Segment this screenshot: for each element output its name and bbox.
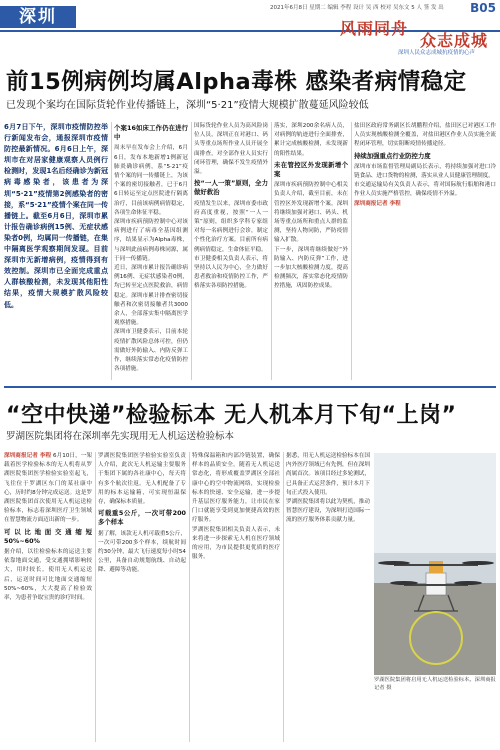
drone-illustration [374, 453, 496, 675]
lead-paragraph: 6月7日下午，深圳市疫情防控举行新闻发布会，通报深圳市疫情防控最新情况。6月6日上午，深圳市在对居家健康观察人员例行检测时，发现1名后经确诊为新冠病毒感染者，该患者为深圳“5·21”疫情第2例感染者的密接，系“5·21”疫情个案在同一传播链上。截至6月6日，深圳市累计报告确诊病例15例、无症状感染者0例，均属同一传播链，在集中隔离医学观察期间发现。目前深圳市无新增病例，疫情得到有效控制。深圳市已全面完成重点人群核酸检测，未发现其他阳性结果，疫情大规模扩散风险较低。 [4, 123, 108, 309]
paragraph: 疫情发生以来，深圳市委市政府高度重视，按照“一人一策”原则，组织多学科专家组对每一名病例进行会诊，制定个性化治疗方案。目前所有病例病情稳定，生命体征平稳。 [194, 200, 268, 253]
article2-column-2 [98, 452, 186, 742]
article2-column-4 [286, 452, 370, 742]
drone-payload [429, 561, 443, 573]
paragraph: 近日，深圳市累计报告确诊病例16例、无症状感染者0例，均已转至定点医院救治，病情稳定。深圳市累计排查密切接触者和次密切接触者共3000余人，全部落实集中隔离医学观察措施。 [114, 265, 188, 327]
headline: 前15例病例均属Alpha毒株 感染者病情稳定 [6, 69, 467, 95]
brand-title-1: 风雨同舟 [340, 19, 409, 38]
section-title: 按“一人一策”原则，全力做好救治 [194, 179, 268, 197]
section-tag: 深圳 [0, 6, 76, 28]
section-title: 未在管控区外发现新增个案 [274, 160, 348, 179]
paragraph: 国际货轮作业人员为高风险岗位人员，深圳正在对港口、码头等重点场所作业人员开展全面排查，对全部作业人员实行闭环管理，确保不发生疫情外溢。 [194, 123, 268, 176]
column-divider [189, 452, 190, 742]
column-brand [340, 14, 490, 48]
propeller [390, 581, 418, 585]
paragraph: 落实，深圳200余名病人员，对病例的轨迹进行全面排查，累计完成核酸检测，未发现新的阳性结果。 [274, 123, 348, 157]
article-column-5 [354, 122, 496, 380]
column-divider [95, 452, 96, 742]
paragraph: 深圳市市场监督管理局副局长表示，将持续加强对进口冷链食品、进口货物的检测，落实从业人员健康管理制度。 [354, 163, 496, 180]
paragraph: 罗湖医院集团相关负责人表示，未来将进一步探索无人机在医疗领域的应用，为市民提供更优质的医疗服务。 [192, 526, 280, 561]
paragraph: 深圳市卫健委表示，目前本轮疫情扩散风险总体可控，但仍需做好外防输入、内防反弹工作，继续落实常态化疫情防控各项措施。 [114, 329, 188, 373]
headline-2: “空中快递”检验标本 无人机本月下旬“上岗” [6, 403, 457, 428]
paragraph: 盐田区政府常务副区长胡鹏程介绍，盐田区已对港区工作人员实现核酸检测全覆盖，对盐田港区作业人员实施全流程闭环管理，切实阻断疫情传播途径。 [354, 123, 496, 148]
paragraph: 据介绍，以往检验标本的运送主要依靠地面交通，受交通拥堵影响较大，用时较长。使用无人机运送后，运送时间可比地面交通缩短50%~60%，大大提高了检验效率，为患者争取宝贵的诊疗时间。 [4, 549, 92, 602]
paragraph: 据悉，用无人机运送检验标本在国内外医疗领域已有先例，但在深圳尚属首次。该项目经过多轮测试，已具备正式运营条件，预计本月下旬正式投入使用。 [286, 453, 370, 496]
article2-column-3 [192, 452, 280, 742]
reporter-credit: 深圳商报记者 李程 [354, 200, 401, 207]
paragraph: 6月10日，一架载着医学检验标本的无人机将从罗湖医院集团医学检验实验室起飞，飞往位于罗湖区东门的某社康中心，历时约8分钟完成运送。这是罗湖医院集团首次使用无人机运送检验标本，标志着深圳医疗卫生领域在智慧物流方面迈出新的一步。 [4, 453, 92, 524]
section-title: 可载重5公斤，一次可带200多个样本 [98, 509, 186, 527]
page-number: B05 [470, 1, 496, 15]
section-title: 持续加强重点行业防控力度 [354, 151, 431, 160]
paragraph: 下一步，深圳将继续做好“外防输入、内防反弹”工作，进一步加大核酸检测力度，提高检测频次，落实常态化疫情防控措施，巩固防控成果。 [274, 246, 348, 290]
column-divider [191, 122, 192, 380]
column-divider [111, 122, 112, 380]
section-title: 个案16如床工作仍在进行中 [114, 124, 188, 142]
paragraph: 周末早在发布会上介绍，6月6日，发布本地新增1例新冠肺炎确诊病例，系“5·21”疫情个案的同一传播链上，为该个案的密切接触者，已于6月6日转运至定点医院进行隔离治疗，目前该病例病情稳定，各项生命体征平稳。 [114, 145, 188, 216]
brand-title-2: 众志成城 [420, 31, 489, 50]
paragraph: 据了解，该款无人机可载重5公斤，一次可带200多个样本，续航时间约30分钟，最大飞行速度每小时54公里，具备自动规划航线、自动起降、避障等功能。 [98, 530, 186, 574]
brand-subtitle: 深圳人民众志成城抗疫情的心声 [398, 50, 476, 56]
paragraph: 特殊保温箱和内部冷链装置，确保样本的品质安全。随着无人机运送常态化，将形成覆盖罗湖区全部社康中心的空中物流网络，实现检验标本的快速、安全运输，进一步提升基层医疗服务能力，让市民在家门口就能享受到更加便捷高效的医疗服务。 [192, 453, 280, 524]
article-column-2 [114, 122, 188, 380]
paragraph: 市卫健委相关负责人表示，将坚持以人民为中心，全力做好患者救治和疫情防控工作，严格落实各项防控措施。 [194, 255, 268, 290]
article-column-4 [274, 122, 348, 380]
rooftop [374, 583, 496, 675]
section-title: 可以比地面交通缩短50%~60% [4, 527, 92, 545]
photo-caption: 罗湖医院集团将启用无人机运送检验标本。深圳商报记者 摄 [374, 677, 496, 691]
subheadline: 已发现个案均在国际货轮作业传播链上，深圳“5·21”疫情大规模扩散蔓延风险较低 [6, 100, 369, 111]
subheadline-2: 罗湖医院集团将在深圳率先实现用无人机运送检验标本 [6, 431, 235, 442]
paragraph: 罗湖医院集团将以此为契机，推动智慧医疗建设，为深圳打造国际一流的医疗服务体系贡献力量。 [286, 499, 370, 524]
paragraph: 罗湖医院集团医学检验实验室负责人介绍，此次无人机运输主要服务于集团下属的各社康中心，每天将有多个航次往返。无人机配备了专用的标本运输箱，可实现恒温保存，确保标本质量。 [98, 453, 186, 506]
article-column-3 [194, 122, 268, 380]
propeller [378, 561, 410, 565]
article2-column-1 [4, 452, 92, 742]
paragraph: 市交通运输局有关负责人表示，将对国际航行船舶和港口作业人员实施严格管控，确保疫情不外溢。 [354, 182, 496, 198]
paragraph: 深圳市疾病预防控制中心对该病例进行了病毒全基因组测序，结果显示为Alpha毒株，与深圳此前病例毒株同源，属于同一传播链。 [114, 219, 188, 262]
column-divider [271, 122, 272, 380]
story-separator [4, 386, 496, 388]
column-divider [351, 122, 352, 380]
issue-meta: 2021年6月8日 星期二 编辑 李程 设计 吴 西 校对 吴东文 5 人 签 发 出 [270, 5, 444, 11]
propeller [454, 581, 482, 585]
byline: 深圳商报记者 李程 [4, 453, 52, 459]
drone-photo [374, 453, 496, 675]
propeller [462, 561, 494, 565]
paragraph: 深圳市疾病预防控制中心相关负责人介绍，截至目前，未在管控区外发现新增个案。深圳将继续加强对港口、码头、机场等重点场所和重点人群的监测，坚持人物同防，严防疫情输入扩散。 [274, 182, 348, 244]
column-divider [283, 452, 284, 742]
